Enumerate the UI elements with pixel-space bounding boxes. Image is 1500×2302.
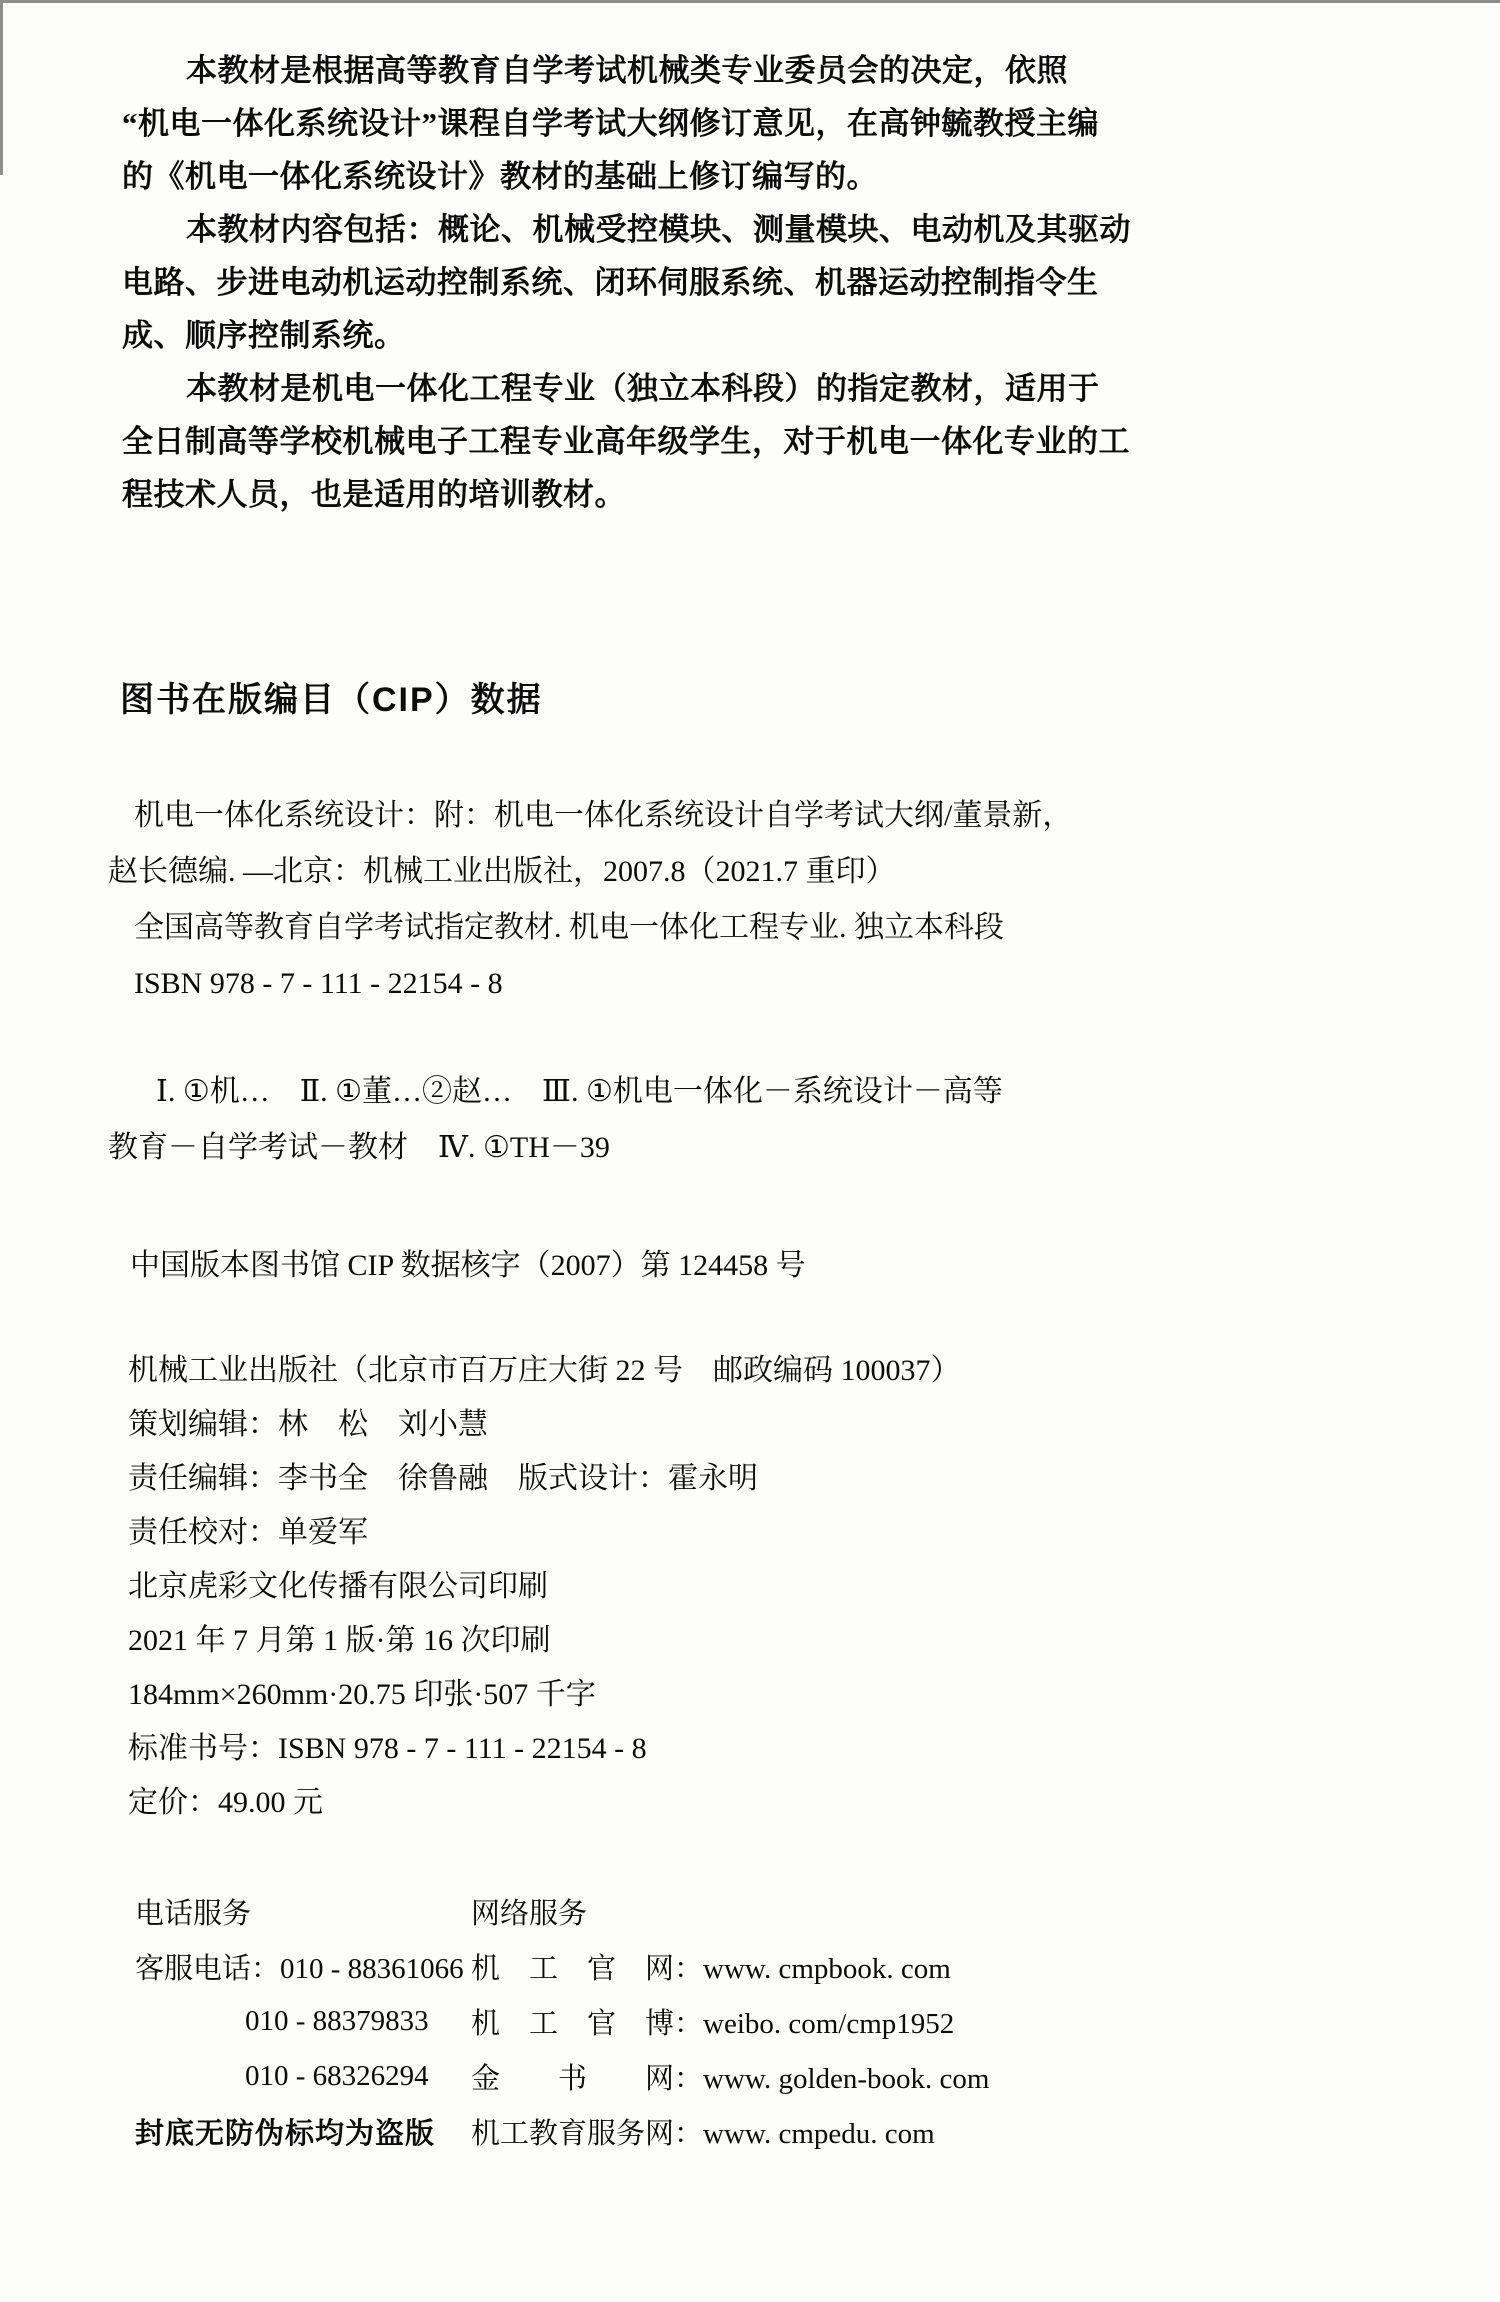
cip-record-block	[108, 788, 1073, 1012]
service-phone-row: 客服电话：010 - 88361066	[135, 1953, 464, 1985]
intro-line: 全日制高等学校机械电子工程专业高年级学生，对于机电一体化专业的工	[122, 424, 1130, 459]
cip-heading: 图书在版编目（CIP）数据	[120, 681, 543, 719]
intro-line: 程技术人员，也是适用的培训教材。	[122, 477, 626, 512]
printer-line: 北京虎彩文化传播有限公司印刷	[128, 1570, 548, 1603]
scan-edge-top-artifact	[0, 0, 1500, 3]
scan-edge-left-artifact	[0, 0, 3, 175]
responsible-editor-line: 责任编辑：李书全 徐鲁融 版式设计：霍永明	[128, 1462, 758, 1495]
intro-line: 本教材内容包括：概论、机械受控模块、测量模块、电动机及其驱动	[186, 212, 1131, 247]
service-net-row: 机工教育服务网：www. cmpedu. com	[471, 2118, 935, 2150]
network-services-header: 网络服务	[471, 1898, 588, 1930]
service-net-row: 机 工 官 网：www. cmpbook. com	[471, 1953, 951, 1985]
intro-line: 本教材是机电一体化工程专业（独立本科段）的指定教材，适用于	[186, 371, 1100, 406]
intro-line: 电路、步进电动机运动控制系统、闭环伺服系统、机器运动控制指令生	[122, 265, 1099, 300]
services-section	[135, 1884, 989, 2159]
cip-record-line: 全国高等教育自学考试指定教材. 机电一体化工程专业. 独立本科段	[134, 911, 1004, 944]
anti-piracy-notice: 封底无防伪标均为盗版	[135, 2118, 436, 2150]
service-phone-row: 010 - 88379833	[245, 2005, 429, 2037]
cip-record-line: 机电一体化系统设计：附：机电一体化系统设计自学考试大纲/董景新，	[134, 799, 1073, 832]
price-line: 定价：49.00 元	[128, 1786, 323, 1819]
intro-line: 本教材是根据高等教育自学考试机械类专业委员会的决定，依照	[186, 53, 1068, 88]
planning-editor-line: 策划编辑：林 松 刘小慧	[128, 1408, 488, 1441]
edition-line: 2021 年 7 月第 1 版·第 16 次印刷	[128, 1624, 551, 1657]
phone-services-header: 电话服务	[135, 1898, 252, 1930]
proofreader-line: 责任校对：单爱军	[128, 1516, 368, 1549]
service-phone-row: 010 - 68326294	[245, 2060, 429, 2092]
isbn-line: ISBN 978 - 7 - 111 - 22154 - 8	[134, 967, 503, 1000]
cip-record-line: 赵长德编. —北京：机械工业出版社，2007.8（2021.7 重印）	[108, 855, 896, 888]
cip-classification-block	[108, 1064, 1003, 1176]
intro-paragraphs	[122, 44, 1131, 521]
cip-class-line: Ⅰ. ①机… Ⅱ. ①董…②赵… Ⅲ. ①机电一体化－系统设计－高等	[156, 1075, 1003, 1108]
service-net-row: 机 工 官 博：weibo. com/cmp1952	[471, 2008, 955, 2040]
colophon-block	[128, 1344, 961, 1830]
intro-line: 成、顺序控制系统。	[122, 318, 406, 353]
service-net-row: 金 书 网：www. golden-book. com	[471, 2063, 990, 2095]
intro-line: 的《机电一体化系统设计》教材的基础上修订编写的。	[122, 159, 878, 194]
cip-register-number: 中国版本图书馆 CIP 数据核字（2007）第 124458 号	[130, 1249, 806, 1282]
intro-line: “机电一体化系统设计”课程自学考试大纲修订意见，在高钟毓教授主编	[122, 106, 1099, 141]
standard-isbn-line: 标准书号：ISBN 978 - 7 - 111 - 22154 - 8	[128, 1732, 647, 1765]
cip-class-line: 教育－自学考试－教材 Ⅳ. ①TH－39	[108, 1131, 610, 1164]
format-line: 184mm×260mm·20.75 印张·507 千字	[128, 1678, 596, 1711]
publisher-address-line: 机械工业出版社（北京市百万庄大街 22 号 邮政编码 100037）	[128, 1354, 961, 1387]
